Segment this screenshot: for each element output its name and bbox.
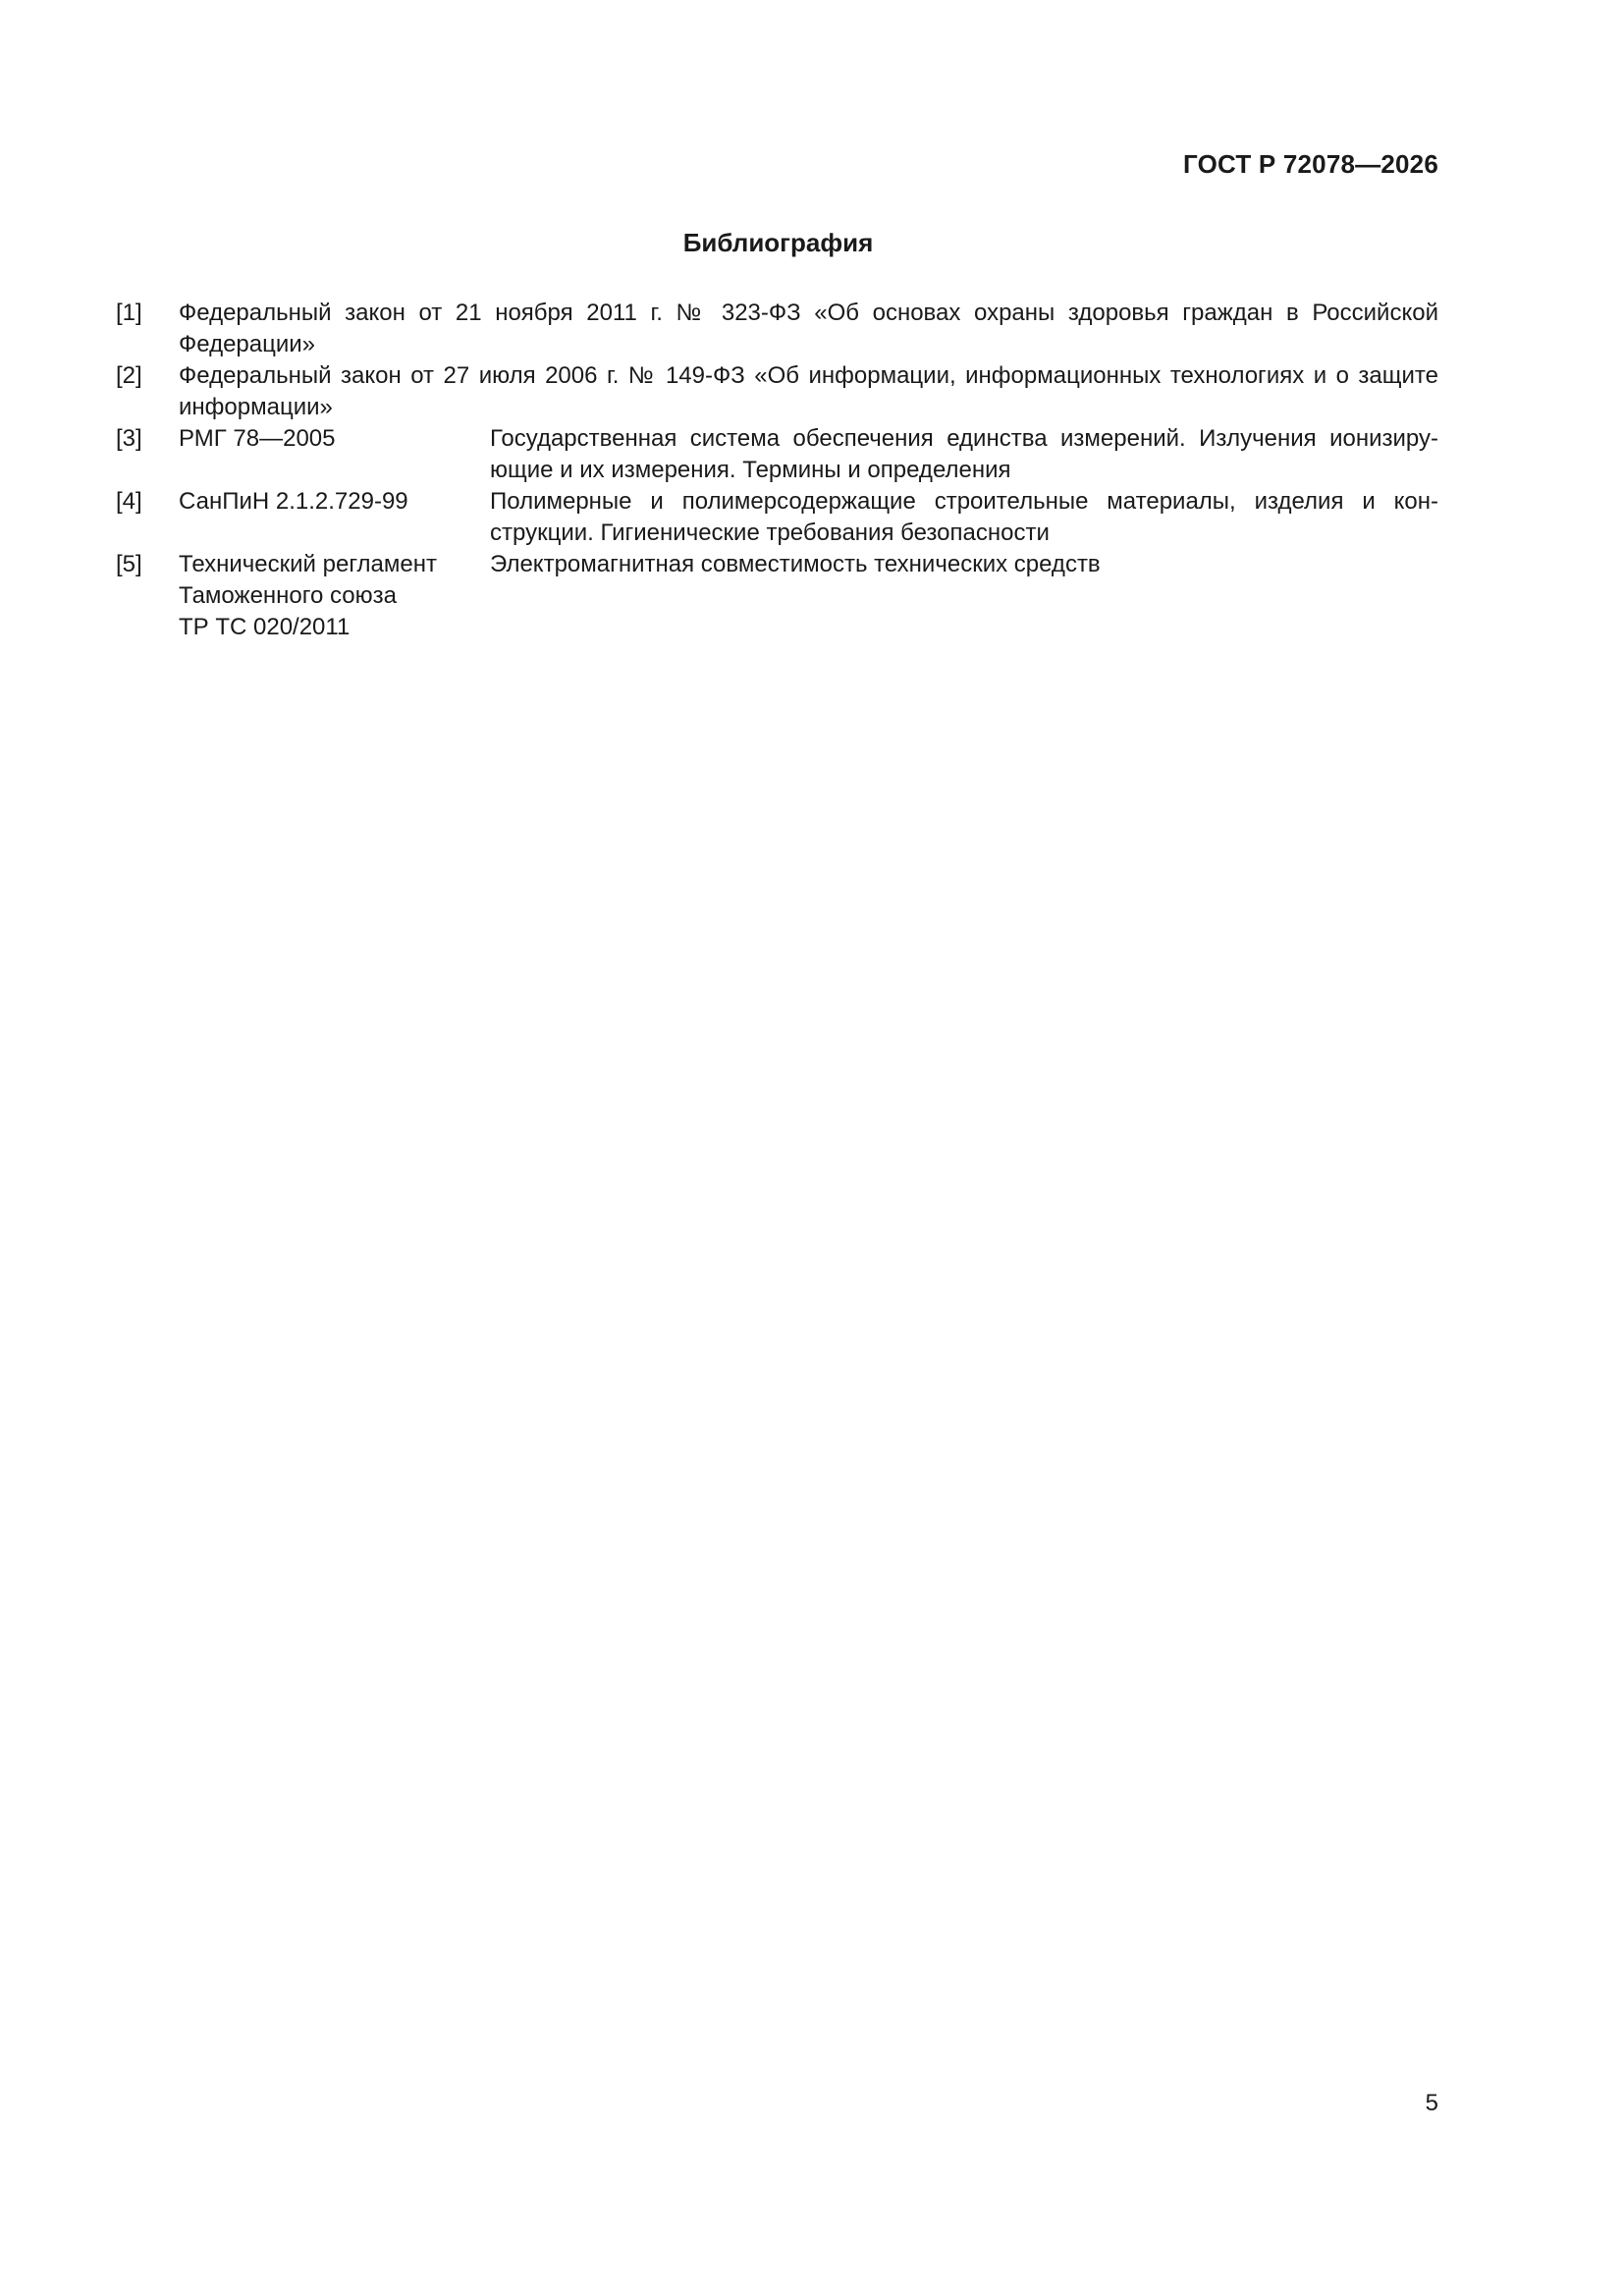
title-line: струкции. Гигиенические требования безопасности (490, 519, 1050, 546)
bibliography-list (116, 298, 1438, 643)
entry-number: [1] (116, 300, 142, 326)
designation-line: Технический регламент (179, 551, 437, 577)
entry-designation (179, 549, 490, 643)
bibliography-entry (116, 360, 1438, 423)
title-line: ющие и их измерения. Термины и определения (490, 457, 1011, 483)
designation-line: ТР ТС 020/2011 (179, 614, 351, 640)
designation-line: Таможенного союза (179, 582, 397, 609)
entry-title (490, 549, 1438, 580)
entry-title (490, 486, 1438, 549)
bibliography-entry (116, 486, 1438, 549)
entry-designation (179, 486, 490, 518)
entry-text (179, 360, 1438, 423)
section-title: Библиография (682, 228, 874, 257)
document-code: ГОСТ Р 72078—2026 (1183, 149, 1438, 179)
title-line: Электромагнитная совместимость технических средств (490, 551, 1101, 577)
entry-number: [3] (116, 425, 142, 452)
entry-number: [5] (116, 551, 142, 577)
entry-title (490, 423, 1438, 486)
entry-line: Федерации» (179, 331, 316, 357)
entry-number: [4] (116, 488, 142, 515)
entry-text (179, 298, 1438, 360)
title-line: Полимерные и полимерсодержащие строительные материалы, изделия и кон- (490, 488, 1438, 515)
page-number: 5 (1425, 2090, 1438, 2116)
bibliography-entry (116, 298, 1438, 360)
bibliography-entry (116, 549, 1438, 643)
designation-line: СанПиН 2.1.2.729-99 (179, 488, 408, 515)
designation-line: РМГ 78—2005 (179, 425, 336, 452)
entry-line: Федеральный закон от 21 ноября 2011 г. № 323-ФЗ «Об основах охраны здоровья граждан в Российской (179, 300, 1438, 326)
bibliography-entry (116, 423, 1438, 486)
entry-line: Федеральный закон от 27 июля 2006 г. № 149-ФЗ «Об информации, информационных технологиях и о защите (179, 362, 1438, 389)
title-line: Государственная система обеспечения единства измерений. Излучения ионизиру- (490, 425, 1438, 452)
entry-number: [2] (116, 362, 142, 389)
entry-line: информации» (179, 394, 333, 420)
entry-designation (179, 423, 490, 455)
